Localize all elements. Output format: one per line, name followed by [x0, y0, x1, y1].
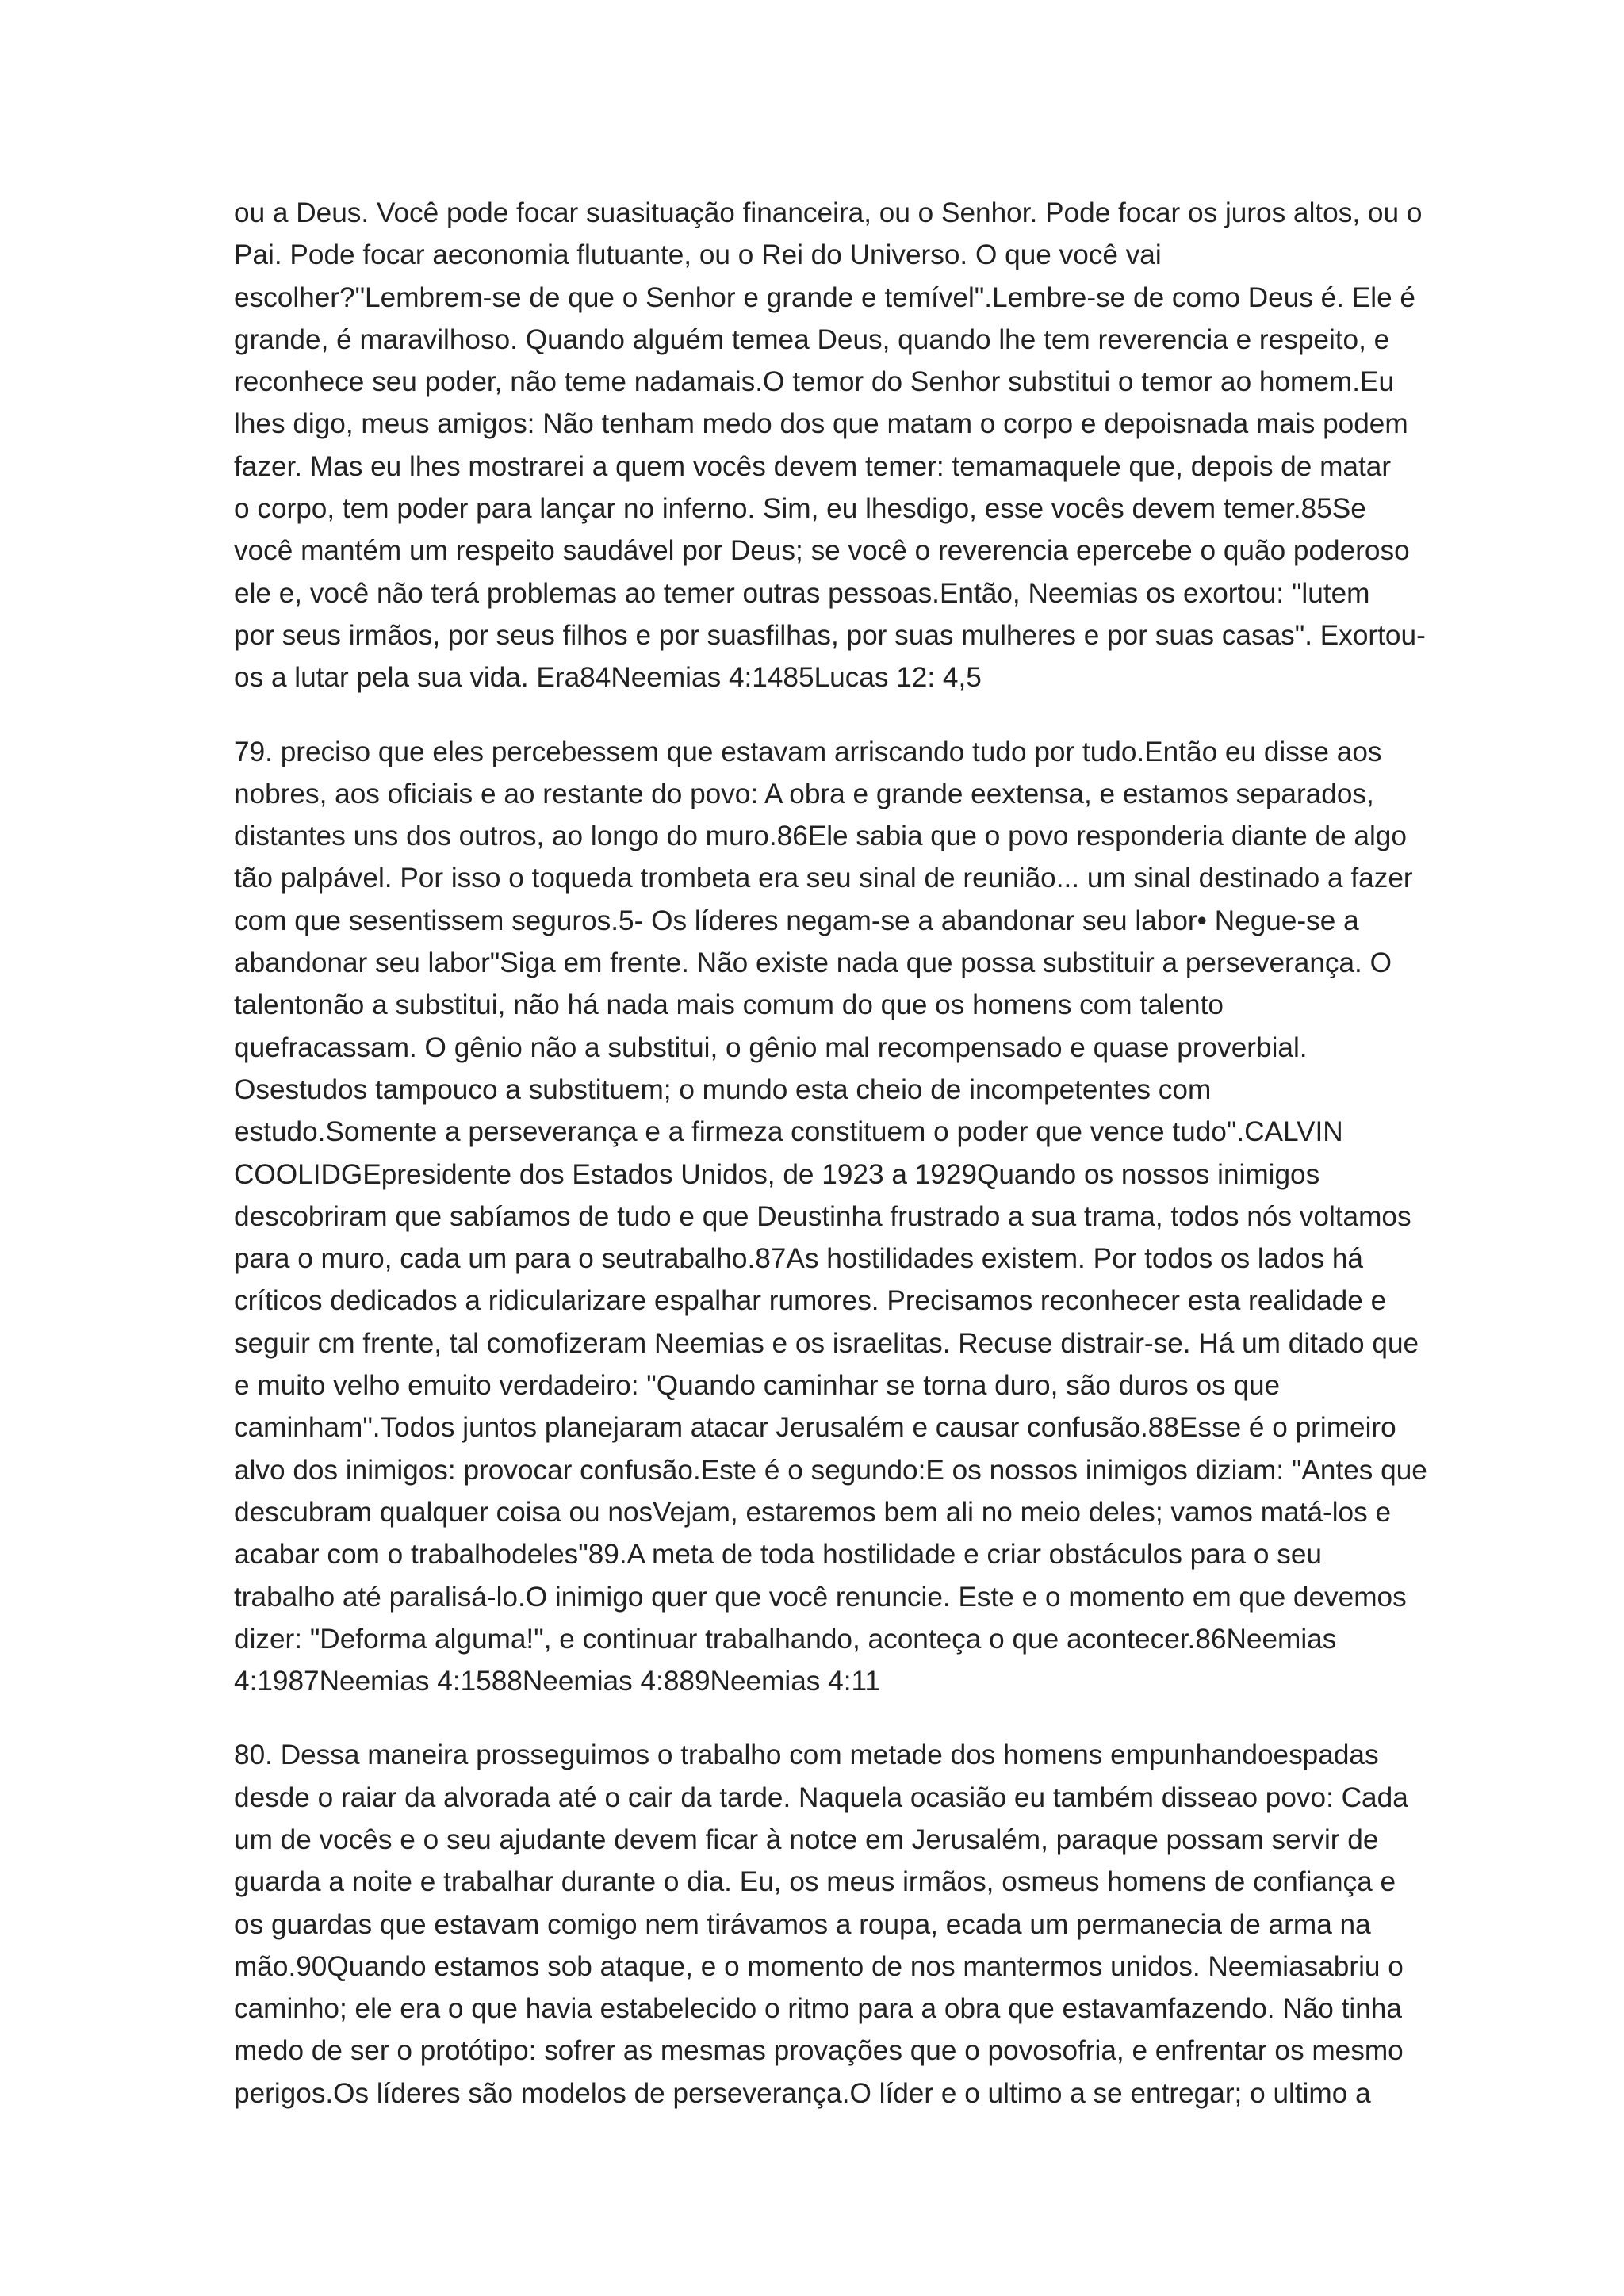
- text-line: nobres, aos oficiais e ao restante do povo: A obra e grande eextensa, e estamos separados,: [234, 778, 1374, 809]
- text-line: tão palpável. Por isso o toqueda trombeta era seu sinal de reunião... um sinal destinado a fazer: [234, 863, 1413, 894]
- text-line: Pai. Pode focar aeconomia flutuante, ou o Rei do Universo. O que você vai: [234, 239, 1162, 271]
- text-line: um de vocês e o seu ajudante devem ficar à notce em Jerusalém, paraque possam servir de: [234, 1823, 1379, 1855]
- text-line: 80. Dessa maneira prosseguimos o trabalho com metade dos homens empunhandoespadas: [234, 1739, 1379, 1771]
- text-line: caminho; ele era o que havia estabelecido o ritmo para a obra que estavamfazendo. Não tinha: [234, 1993, 1402, 2025]
- text-line: mão.90Quando estamos sob ataque, e o momento de nos mantermos unidos. Neemiasabriu o: [234, 1950, 1404, 1982]
- text-line: medo de ser o protótipo: sofrer as mesmas provações que o povosofria, e enfrentar os mesmo: [234, 2035, 1404, 2067]
- paragraph: [234, 731, 1427, 1703]
- text-line: quefracassam. O gênio não a substitui, o gênio mal recompensado e quase proverbial.: [234, 1031, 1308, 1063]
- paragraph: [234, 1734, 1408, 2114]
- text-line: os guardas que estavam comigo nem tirávamos a roupa, ecada um permanecia de arma na: [234, 1908, 1371, 1940]
- text-line: o corpo, tem poder para lançar no inferno. Sim, eu lhesdigo, esse vocês devem temer.85Se: [234, 493, 1366, 525]
- text-line: e muito velho emuito verdadeiro: "Quando caminhar se torna duro, são duros os que: [234, 1370, 1281, 1402]
- text-line: 79. preciso que eles percebessem que estavam arriscando tudo por tudo.Então eu disse aos: [234, 736, 1382, 767]
- text-line: desde o raiar da alvorada até o cair da tarde. Naquela ocasião eu também disseao povo: Cada: [234, 1781, 1408, 1813]
- text-line: você mantém um respeito saudável por Deus; se você o reverencia epercebe o quão poderoso: [234, 535, 1410, 567]
- text-line: guarda a noite e trabalhar durante o dia. Eu, os meus irmãos, osmeus homens de confiança e: [234, 1866, 1396, 1898]
- text-line: escolher?"Lembrem-se de que o Senhor e grande e temível".Lembre-se de como Deus é. Ele é: [234, 281, 1415, 313]
- text-line: fazer. Mas eu lhes mostrarei a quem vocês devem temer: temamaquele que, depois de matar: [234, 450, 1392, 482]
- text-line: descubram qualquer coisa ou nosVejam, estaremos bem ali no meio deles; vamos matá-los e: [234, 1496, 1392, 1528]
- text-line: perigos.Os líderes são modelos de perseverança.O líder e o ultimo a se entregar; o ultimo a: [234, 2077, 1371, 2109]
- text-line: caminham".Todos juntos planejaram atacar Jerusalém e causar confusão.88Esse é o primeiro: [234, 1412, 1396, 1444]
- text-line: ele e, você não terá problemas ao temer outras pessoas.Então, Neemias os exortou: "lutem: [234, 577, 1370, 609]
- text-line: para o muro, cada um para o seutrabalho.87As hostilidades existem. Por todos os lados há: [234, 1243, 1363, 1275]
- text-line: estudo.Somente a perseverança e a firmeza constituem o poder que vence tudo".CALVIN: [234, 1116, 1343, 1148]
- text-line: com que sesentissem seguros.5- Os líderes negam-se a abandonar seu labor• Negue-se a: [234, 905, 1359, 936]
- text-line: descobriram que sabíamos de tudo e que Deustinha frustrado a sua trama, todos nós voltamos: [234, 1200, 1411, 1232]
- text-line: trabalho até paralisá-lo.O inimigo quer que você renuncie. Este e o momento em que devemos: [234, 1581, 1407, 1613]
- text-line: os a lutar pela sua vida. Era84Neemias 4:1485Lucas 12: 4,5: [234, 662, 982, 694]
- text-line: COOLIDGEpresidente dos Estados Unidos, de 1923 a 1929Quando os nossos inimigos: [234, 1158, 1320, 1190]
- text-line: grande, é maravilhoso. Quando alguém temea Deus, quando lhe tem reverencia e respeito, e: [234, 323, 1390, 355]
- text-line: Osestudos tampouco a substituem; o mundo esta cheio de incompetentes com: [234, 1073, 1212, 1105]
- text-line: seguir cm frente, tal comofizeram Neemias e os israelitas. Recuse distrair-se. Há um ditado que: [234, 1327, 1419, 1359]
- text-line: abandonar seu labor"Siga em frente. Não existe nada que possa substituir a perseverança. O: [234, 947, 1392, 979]
- text-line: distantes uns dos outros, ao longo do muro.86Ele sabia que o povo responderia diante de algo: [234, 821, 1407, 852]
- text-line: por seus irmãos, por seus filhos e por suasfilhas, por suas mulheres e por suas casas". Exortou-: [234, 619, 1426, 651]
- paragraph: [234, 192, 1426, 699]
- text-line: críticos dedicados a ridicularizare espalhar rumores. Precisamos reconhecer esta realidade e: [234, 1285, 1387, 1317]
- text-line: ou a Deus. Você pode focar suasituação financeira, ou o Senhor. Pode focar os juros altos, ou o: [234, 197, 1423, 228]
- text-line: alvo dos inimigos: provocar confusão.Este é o segundo:E os nossos inimigos diziam: "Antes que: [234, 1454, 1427, 1486]
- text-line: talentonão a substitui, não há nada mais comum do que os homens com talento: [234, 989, 1224, 1021]
- text-line: lhes digo, meus amigos: Não tenham medo dos que matam o corpo e depoisnada mais podem: [234, 408, 1408, 440]
- text-line: dizer: "Deforma alguma!", e continuar trabalhando, aconteça o que acontecer.86Neemias: [234, 1623, 1337, 1655]
- text-line: 4:1987Neemias 4:1588Neemias 4:889Neemias 4:11: [234, 1666, 881, 1697]
- document-body: [234, 192, 1427, 2146]
- text-line: reconhece seu poder, não teme nadamais.O temor do Senhor substitui o temor ao homem.Eu: [234, 366, 1395, 398]
- text-line: acabar com o trabalhodeles"89.A meta de toda hostilidade e criar obstáculos para o seu: [234, 1539, 1322, 1571]
